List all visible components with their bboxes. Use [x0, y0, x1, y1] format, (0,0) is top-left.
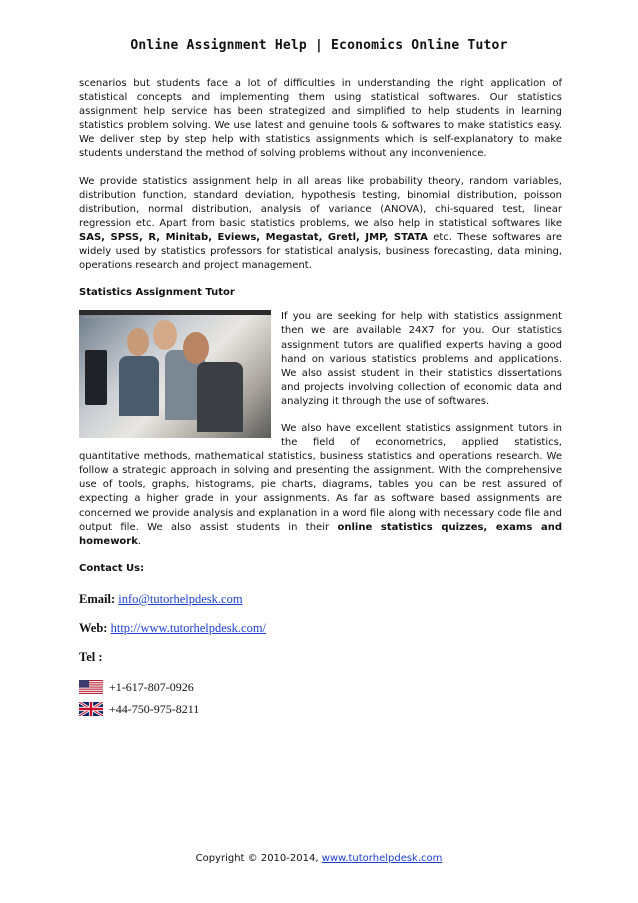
email-line [79, 592, 562, 606]
person-head [127, 328, 149, 356]
services-text-end: . [137, 535, 142, 547]
services-bold: online statistics quizzes, exams and homework [79, 521, 562, 547]
page-footer [0, 853, 638, 864]
tel-label: Tel : [79, 650, 103, 665]
phone-number-us: +1-617-807-0926 [109, 680, 194, 695]
person-body [197, 362, 243, 432]
web-line [79, 621, 562, 635]
contact-heading: Contact Us: [79, 562, 145, 574]
intro-paragraph: scenarios but students face a lot of difficulties in understanding the right application of statistical concepts and implementing them using statistical softwares. Our statistics assignment help service has been strategized and simplified to help students in learning statistics problem solving. We use latest and genuine tools & softwares to make statistics easy. We deliver step by step help with statistics assignments which is self-explanatory to make students understand the method of solving problems without any inconvenience. [79, 78, 562, 160]
photo-bar-text: http://tutorhelpdesk.com [83, 315, 121, 320]
areas-text-end: etc. These softwares are widely used by statistics professors for statistical analysis, business forecasting, data mining, operations research and project management. [79, 231, 562, 272]
us-flag-icon [79, 680, 103, 694]
photo-caption-bar [79, 310, 271, 320]
tutor-photo [79, 310, 271, 438]
areas-paragraph [79, 175, 562, 274]
monitor-shape [85, 350, 107, 405]
copyright-text: Copyright © 2010-2014, [195, 853, 322, 864]
main-content [79, 77, 562, 723]
web-label: Web: [79, 621, 108, 635]
phone-row-uk [79, 701, 562, 717]
person-head [183, 332, 209, 364]
person-body [119, 356, 159, 416]
web-link[interactable]: http://www.tutorhelpdesk.com/ [110, 621, 267, 635]
services-text: We also have excellent statistics assignment tutors in the field of econometrics, applied statistics, quantitative methods, mathematical statistics, business statistics and operations research. We follow a strategic approach in solving and presenting the assignment. With the comprehensive use of tools, graphs, histograms, pie charts, diagrams, tables you can be rest assured of expecting a higher grade in your assignments. As far as software based assignments are concerned we provide analysis and explanation in a word file along with necessary code file and output file. We also assist students in their [79, 422, 562, 533]
tutor-section [79, 310, 562, 549]
areas-text: We provide statistics assignment help in all areas like probability theory, random variables, distribution function, standard deviation, hypothesis testing, binomial distribution, poisson distribution, normal distribution, analysis of variance (ANOVA), chi-squared test, linear regression etc. Apart from basic statistics problems, we also help in statistical softwares like [79, 175, 562, 229]
phone-number-uk: +44-750-975-8211 [109, 702, 200, 717]
footer-website-link[interactable]: www.tutorhelpdesk.com [321, 853, 443, 864]
person-head [153, 320, 177, 350]
email-label: Email: [79, 591, 116, 606]
services-paragraph [79, 422, 562, 549]
contact-block [79, 592, 562, 717]
section-heading: Statistics Assignment Tutor [79, 287, 235, 299]
tutor-paragraph: If you are seeking for help with statistics assignment then we are available 24X7 for you. Our statistics assignment tutors are qualified experts having a good hand on various statistics problems and applications. We also assist student in their statistics dissertations and projects involving collection of economic data and analyzing it through the use of softwares. [281, 311, 562, 407]
software-list: SAS, SPSS, R, Minitab, Eviews, Megastat, Gretl, JMP, STATA [79, 231, 428, 243]
page-header-title: Online Assignment Help | Economics Online Tutor [130, 38, 508, 53]
phone-row-us [79, 679, 562, 695]
uk-flag-icon [79, 702, 103, 716]
email-link[interactable]: info@tutorhelpdesk.com [118, 591, 243, 606]
tel-line [79, 650, 562, 664]
